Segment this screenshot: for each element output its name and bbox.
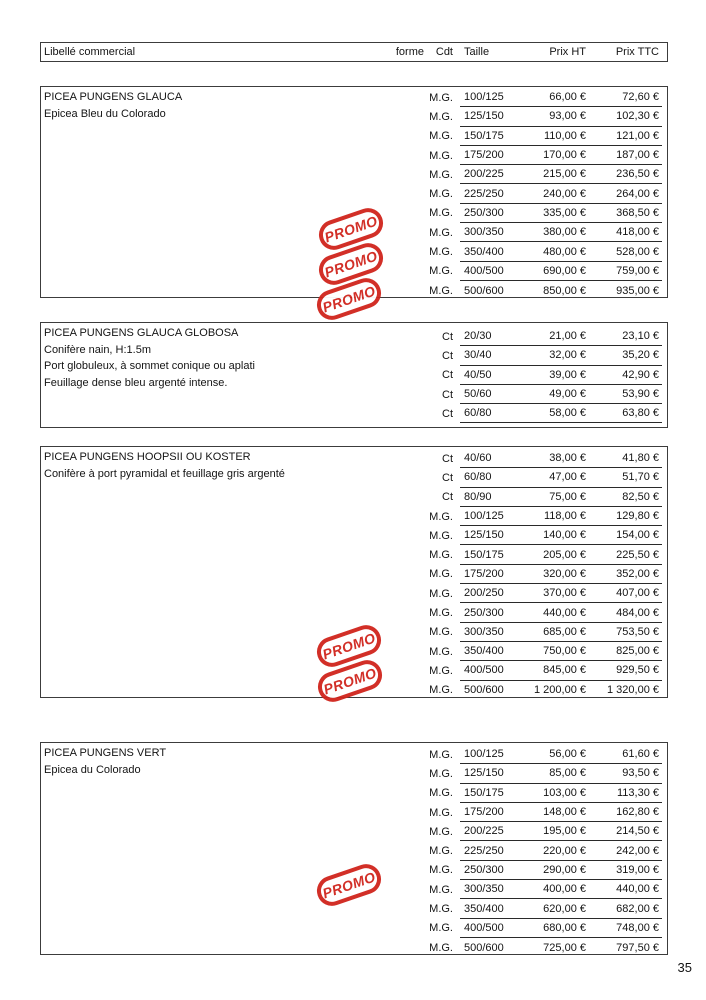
cdt-value: Ct [442,407,453,420]
price-row-values [460,127,662,146]
cdt-value: M.G. [429,903,453,916]
prix-ht-value: 49,00 € [549,388,586,401]
promo-stamp: PROMO [315,204,387,254]
price-row [41,764,667,783]
cdt-value: M.G. [429,922,453,935]
taille-value: 150/175 [464,786,504,799]
cdt-value: M.G. [429,549,453,562]
cdt-value: M.G. [429,246,453,259]
table-header [40,42,668,62]
prix-ttc-value: 129,80 € [616,510,659,523]
prix-ttc-value: 236,50 € [616,168,659,181]
taille-value: 60/80 [464,407,492,420]
prix-ttc-value: 319,00 € [616,863,659,876]
prix-ht-value: 440,00 € [543,606,586,619]
prix-ttc-value: 1 320,00 € [607,684,659,697]
cdt-value: M.G. [429,587,453,600]
promo-stamp: PROMO [313,860,385,910]
price-row [41,565,667,584]
promo-stamp: PROMO [315,239,387,289]
price-row-values [460,449,662,468]
price-row-values [460,262,662,281]
price-row [41,404,667,423]
prix-ht-value: 110,00 € [543,129,586,142]
cdt-value: M.G. [429,284,453,297]
prix-ttc-value: 82,50 € [622,490,659,503]
price-row-values [460,861,662,880]
prix-ht-value: 240,00 € [543,187,586,200]
price-row-values [460,404,662,423]
prix-ht-value: 850,00 € [543,284,586,297]
prix-ht-value: 195,00 € [543,825,586,838]
taille-value: 250/300 [464,206,504,219]
price-row-values [460,899,662,918]
price-row-values [460,745,662,764]
cdt-value: M.G. [429,645,453,658]
cdt-value: M.G. [429,149,453,162]
price-row [41,184,667,203]
table-header-right [460,46,662,58]
taille-value: 175/200 [464,567,504,580]
prix-ht-value: 220,00 € [543,844,586,857]
prix-ttc-value: 748,00 € [616,921,659,934]
price-row [41,385,667,404]
column-header-prix-ht: Prix HT [549,46,586,58]
cdt-value: M.G. [429,825,453,838]
taille-value: 150/175 [464,548,504,561]
taille-value: 350/400 [464,245,504,258]
prix-ht-value: 205,00 € [543,548,586,561]
taille-value: 125/150 [464,529,504,542]
prix-ttc-value: 23,10 € [622,330,659,343]
prix-ttc-value: 682,00 € [616,902,659,915]
prix-ttc-value: 418,00 € [616,226,659,239]
prix-ht-value: 845,00 € [543,664,586,677]
prix-ttc-value: 242,00 € [616,844,659,857]
taille-value: 500/600 [464,941,504,954]
prix-ht-value: 725,00 € [543,941,586,954]
prix-ht-value: 148,00 € [543,806,586,819]
taille-value: 40/50 [464,368,492,381]
taille-value: 125/150 [464,767,504,780]
prix-ttc-value: 528,00 € [616,245,659,258]
product-description-line: Epicea du Colorado [44,763,141,776]
column-header-libelle: Libellé commercial [44,46,136,58]
price-row-values [460,165,662,184]
table-header-left [41,46,460,58]
prix-ht-value: 290,00 € [543,863,586,876]
price-row-values [460,803,662,822]
taille-value: 250/300 [464,606,504,619]
price-row-values [460,107,662,126]
prix-ttc-value: 121,00 € [616,129,659,142]
taille-value: 125/150 [464,110,504,123]
taille-value: 300/350 [464,625,504,638]
taille-value: 400/500 [464,264,504,277]
price-row-values [460,603,662,622]
column-header-taille: Taille [464,46,490,58]
taille-value: 40/60 [464,452,492,465]
prix-ht-value: 750,00 € [543,645,586,658]
prix-ht-value: 140,00 € [543,529,586,542]
taille-value: 500/600 [464,684,504,697]
price-row-values [460,242,662,261]
prix-ht-value: 690,00 € [543,264,586,277]
price-row [41,899,667,918]
prix-ttc-value: 72,60 € [622,91,659,104]
cdt-value: M.G. [429,91,453,104]
price-row [41,146,667,165]
prix-ttc-value: 929,50 € [616,664,659,677]
prix-ht-value: 1 200,00 € [534,684,586,697]
price-row [41,165,667,184]
prix-ht-value: 32,00 € [549,349,586,362]
cdt-value: Ct [442,330,453,343]
prix-ttc-value: 41,80 € [622,452,659,465]
price-row-values [460,764,662,783]
price-row-values [460,507,662,526]
price-row [41,919,667,938]
taille-value: 400/500 [464,664,504,677]
price-row [41,822,667,841]
price-row-values [460,822,662,841]
promo-stamp: PROMO [314,656,386,706]
taille-value: 350/400 [464,902,504,915]
prix-ht-value: 400,00 € [543,883,586,896]
price-row [41,327,667,346]
prix-ht-value: 215,00 € [543,168,586,181]
cdt-value: M.G. [429,684,453,697]
product-section [40,322,668,428]
cdt-value: M.G. [429,941,453,954]
cdt-value: M.G. [429,806,453,819]
price-row-values [460,661,662,680]
prix-ttc-value: 797,50 € [616,941,659,954]
price-row [41,366,667,385]
cdt-value: Ct [442,471,453,484]
price-row-values [460,281,662,300]
price-row-values [460,88,662,107]
prix-ttc-value: 368,50 € [616,206,659,219]
price-row-values [460,841,662,860]
product-title: PICEA PUNGENS GLAUCA [44,91,183,103]
prix-ht-value: 47,00 € [549,471,586,484]
cdt-value: M.G. [429,130,453,143]
prix-ht-value: 620,00 € [543,902,586,915]
prix-ttc-value: 214,50 € [616,825,659,838]
prix-ht-value: 685,00 € [543,625,586,638]
prix-ttc-value: 187,00 € [616,149,659,162]
product-description-line: Conifère nain, H:1.5m [44,343,151,356]
cdt-value: Ct [442,349,453,362]
cdt-value: M.G. [429,168,453,181]
prix-ttc-value: 35,20 € [622,349,659,362]
prix-ttc-value: 61,60 € [622,748,659,761]
taille-value: 200/225 [464,825,504,838]
cdt-value: M.G. [429,188,453,201]
prix-ht-value: 680,00 € [543,921,586,934]
price-row [41,449,667,468]
prix-ht-value: 75,00 € [549,490,586,503]
cdt-value: M.G. [429,864,453,877]
taille-value: 100/125 [464,748,504,761]
prix-ttc-value: 102,30 € [616,110,659,123]
price-row [41,938,667,957]
price-row-values [460,938,662,957]
cdt-value: Ct [442,452,453,465]
prix-ttc-value: 440,00 € [616,883,659,896]
cdt-value: M.G. [429,510,453,523]
cdt-value: Ct [442,491,453,504]
taille-value: 100/125 [464,510,504,523]
product-title: PICEA PUNGENS GLAUCA GLOBOSA [44,327,239,339]
price-row-values [460,642,662,661]
product-title: PICEA PUNGENS VERT [44,747,167,759]
prix-ht-value: 38,00 € [549,452,586,465]
prix-ttc-value: 759,00 € [616,264,659,277]
taille-value: 175/200 [464,806,504,819]
price-row [41,488,667,507]
price-row-values [460,146,662,165]
cdt-value: M.G. [429,664,453,677]
price-row [41,603,667,622]
taille-value: 225/250 [464,844,504,857]
price-row-values [460,327,662,346]
prix-ht-value: 93,00 € [549,110,586,123]
cdt-value: M.G. [429,787,453,800]
cdt-value: M.G. [429,110,453,123]
price-row [41,784,667,803]
prix-ht-value: 320,00 € [543,567,586,580]
taille-value: 225/250 [464,187,504,200]
prix-ttc-value: 484,00 € [616,606,659,619]
prix-ht-value: 370,00 € [543,587,586,600]
price-row [41,507,667,526]
prix-ttc-value: 113,30 € [616,786,659,799]
price-row [41,107,667,126]
prix-ttc-value: 162,80 € [616,806,659,819]
prix-ttc-value: 63,80 € [622,407,659,420]
prix-ttc-value: 825,00 € [616,645,659,658]
prix-ht-value: 66,00 € [549,91,586,104]
product-description-line: Port globuleux, à sommet conique ou aplati [44,360,255,372]
taille-value: 60/80 [464,471,492,484]
product-description-line: Conifère à port pyramidal et feuillage gris argenté [44,467,285,480]
prix-ht-value: 118,00 € [543,510,586,523]
product-section [40,742,668,955]
column-header-prix-ttc: Prix TTC [615,46,659,58]
prix-ttc-value: 51,70 € [622,471,659,484]
taille-value: 50/60 [464,388,492,401]
taille-value: 150/175 [464,129,504,142]
product-section [40,446,668,698]
price-row [41,545,667,564]
price-row-values [460,385,662,404]
prix-ht-value: 170,00 € [543,149,586,162]
price-row-values [460,584,662,603]
promo-stamp: PROMO [313,274,385,324]
price-row [41,468,667,487]
cdt-value: M.G. [429,748,453,761]
taille-value: 100/125 [464,91,504,104]
price-rows [41,745,667,957]
prix-ht-value: 56,00 € [549,748,586,761]
price-row [41,346,667,365]
price-row-values [460,545,662,564]
product-description-line: Epicea Bleu du Colorado [44,107,166,120]
price-row-values [460,223,662,242]
cdt-value: M.G. [429,626,453,639]
price-rows [41,327,667,423]
product-title: PICEA PUNGENS HOOPSII OU KOSTER [44,451,251,463]
prix-ht-value: 480,00 € [543,245,586,258]
prix-ttc-value: 264,00 € [616,187,659,200]
cdt-value: M.G. [429,226,453,239]
price-row-values [460,623,662,642]
cdt-value: Ct [442,369,453,382]
prix-ttc-value: 352,00 € [616,567,659,580]
taille-value: 175/200 [464,149,504,162]
prix-ttc-value: 225,50 € [616,548,659,561]
taille-value: 80/90 [464,490,492,503]
cdt-value: M.G. [429,265,453,278]
price-row [41,127,667,146]
price-rows [41,449,667,700]
prix-ht-value: 380,00 € [543,226,586,239]
prix-ttc-value: 154,00 € [616,529,659,542]
prix-ttc-value: 53,90 € [622,388,659,401]
column-header-forme: forme [395,46,424,58]
taille-value: 350/400 [464,645,504,658]
page-number: 35 [677,960,692,975]
taille-value: 500/600 [464,284,504,297]
cdt-value: M.G. [429,767,453,780]
price-row [41,745,667,764]
price-row [41,803,667,822]
taille-value: 300/350 [464,883,504,896]
taille-value: 30/40 [464,349,492,362]
cdt-value: Ct [442,388,453,401]
column-header-cdt: Cdt [435,46,453,58]
taille-value: 250/300 [464,863,504,876]
price-row-values [460,880,662,899]
prix-ht-value: 103,00 € [543,786,586,799]
cdt-value: M.G. [429,568,453,581]
price-row-values [460,346,662,365]
prix-ht-value: 58,00 € [549,407,586,420]
taille-value: 20/30 [464,330,492,343]
taille-value: 300/350 [464,226,504,239]
price-row [41,584,667,603]
prix-ht-value: 85,00 € [549,767,586,780]
taille-value: 400/500 [464,921,504,934]
price-row [41,841,667,860]
taille-value: 200/250 [464,587,504,600]
price-row-values [460,681,662,700]
cdt-value: M.G. [429,529,453,542]
price-row-values [460,184,662,203]
price-row-values [460,919,662,938]
prix-ttc-value: 93,50 € [622,767,659,780]
prix-ht-value: 39,00 € [549,368,586,381]
price-row-values [460,565,662,584]
prix-ttc-value: 753,50 € [616,625,659,638]
price-row [41,88,667,107]
price-row-values [460,488,662,507]
taille-value: 200/225 [464,168,504,181]
price-row-values [460,784,662,803]
prix-ht-value: 21,00 € [549,330,586,343]
prix-ttc-value: 935,00 € [616,284,659,297]
cdt-value: M.G. [429,607,453,620]
cdt-value: M.G. [429,883,453,896]
price-row-values [460,526,662,545]
prix-ttc-value: 42,90 € [622,368,659,381]
price-row-values [460,468,662,487]
price-row [41,526,667,545]
cdt-value: M.G. [429,845,453,858]
promo-stamp: PROMO [313,621,385,671]
price-row-values [460,366,662,385]
cdt-value: M.G. [429,207,453,220]
prix-ht-value: 335,00 € [543,206,586,219]
product-description-line: Feuillage dense bleu argenté intense. [44,376,228,389]
prix-ttc-value: 407,00 € [616,587,659,600]
price-row-values [460,204,662,223]
